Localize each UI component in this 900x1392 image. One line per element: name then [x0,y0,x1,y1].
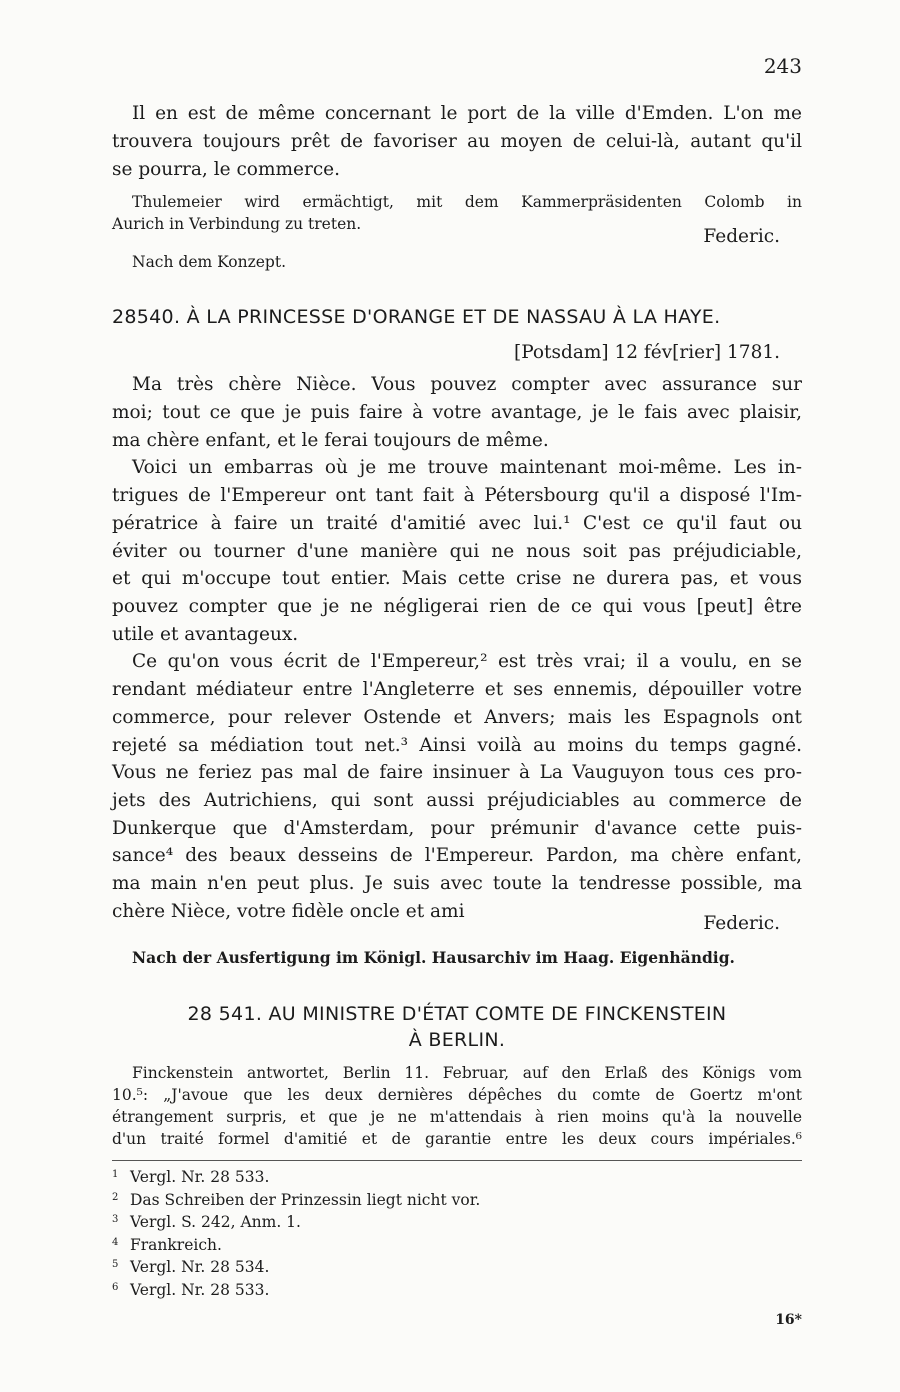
footnote-text: Vergl. Nr. 28 533. [130,1168,270,1186]
source-note: Nach der Ausfertigung im Königl. Hausarchiv im Haag. Eigenhändig. [132,948,735,967]
note-line: Aurich in Verbindung zu treten. [112,215,362,233]
letter-heading: À BERLIN. [408,1029,506,1051]
footnote-mark: 5 [112,1259,119,1270]
intro-line: Il en est de même concernant le port de la ville d'Emden. L'on me [132,103,802,124]
footnote-divider [112,1160,802,1161]
signature: Federic. [703,226,780,247]
letter-line: trigues de l'Empereur ont tant fait à Pétersbourg qu'il a disposé l'Im- [112,485,802,506]
letter-heading: 28540. À LA PRINCESSE D'ORANGE ET DE NASSAU À LA HAYE. [112,306,721,328]
document-page [112,0,802,1392]
footnote-mark: 2 [112,1192,119,1203]
letter-line: moi; tout ce que je puis faire à votre avantage, je le fais avec plaisir, [112,402,802,423]
letter-line: ma main n'en peut plus. Je suis avec toute la tendresse possible, ma [112,873,802,894]
footnote-text: Frankreich. [130,1236,222,1254]
letter-line: Ma très chère Nièce. Vous pouvez compter avec assurance sur [132,374,802,395]
letter-heading: 28 541. AU MINISTRE D'ÉTAT COMTE DE FINCKENSTEIN [187,1003,727,1025]
letter-line: Dunkerque que d'Amsterdam, pour prémunir d'avance cette puis- [112,818,802,839]
footnote-mark: 3 [112,1214,119,1225]
footnote [112,1168,269,1186]
footnote [112,1213,301,1231]
letter-date: [Potsdam] 12 fév[rier] 1781. [514,342,780,363]
summary-line: 10.⁵: „J'avoue que les deux dernières dépêches du comte de Goertz m'ont [112,1086,802,1104]
footnote-mark: 6 [112,1282,119,1293]
intro-line: se pourra, le commerce. [112,159,341,180]
letter-line: Vous ne feriez pas mal de faire insinuer à La Vauguyon tous ces pro- [112,762,802,783]
letter-line: et qui m'occupe tout entier. Mais cette crise ne durera pas, et vous [112,568,802,589]
letter-line: éviter ou tourner d'une manière qui ne nous soit pas préjudiciable, [112,541,802,562]
footnote-mark: 4 [112,1237,119,1248]
summary-line: d'un traité formel d'amitié et de garantie entre les deux cours impériales.⁶ [112,1130,802,1148]
footnote-text: Das Schreiben der Prinzessin liegt nicht vor. [130,1191,481,1209]
footnote [112,1258,269,1276]
letter-line: chère Nièce, votre fidèle oncle et ami [112,901,465,922]
summary-line: étrangement surpris, et que je ne m'attendais à rien moins qu'à la nouvelle [112,1108,802,1126]
letter-line: pouvez compter que je ne négligerai rien de ce qui vous [peut] être [112,596,802,617]
footnote-text: Vergl. Nr. 28 533. [130,1281,270,1299]
letter-line: rejeté sa médiation tout net.³ Ainsi voilà au moins du temps gagné. [112,735,802,756]
signature-mark: 16* [775,1312,802,1328]
letter-line: Voici un embarras où je me trouve maintenant moi-même. Les in- [132,457,802,478]
letter-line: Ce qu'on vous écrit de l'Empereur,² est très vrai; il a voulu, en se [132,651,802,672]
letter-line: rendant médiateur entre l'Angleterre et ses ennemis, dépouiller votre [112,679,802,700]
letter-line: utile et avantageux. [112,624,299,645]
signature: Federic. [703,913,780,934]
footnote-text: Vergl. S. 242, Anm. 1. [130,1213,301,1231]
footnote [112,1236,222,1254]
summary-line: Finckenstein antwortet, Berlin 11. Februar, auf den Erlaß des Königs vom [132,1064,802,1082]
footnote-text: Vergl. Nr. 28 534. [130,1258,270,1276]
footnote [112,1191,480,1209]
page-number: 243 [763,54,802,78]
letter-line: commerce, pour relever Ostende et Anvers; mais les Espagnols ont [112,707,802,728]
intro-line: trouvera toujours prêt de favoriser au moyen de celui-là, autant qu'il [112,131,802,152]
footnote [112,1281,269,1299]
note-line: Thulemeier wird ermächtigt, mit dem Kammerpräsidenten Colomb in [132,193,802,211]
letter-line: pératrice à faire un traité d'amitié avec lui.¹ C'est ce qu'il faut ou [112,513,802,534]
letter-line: sance⁴ des beaux desseins de l'Empereur. Pardon, ma chère enfant, [112,845,802,866]
footnote-mark: 1 [112,1169,119,1180]
letter-line: ma chère enfant, et le ferai toujours de même. [112,430,549,451]
letter-line: jets des Autrichiens, qui sont aussi préjudiciables au commerce de [112,790,802,811]
source-note: Nach dem Konzept. [132,253,287,271]
